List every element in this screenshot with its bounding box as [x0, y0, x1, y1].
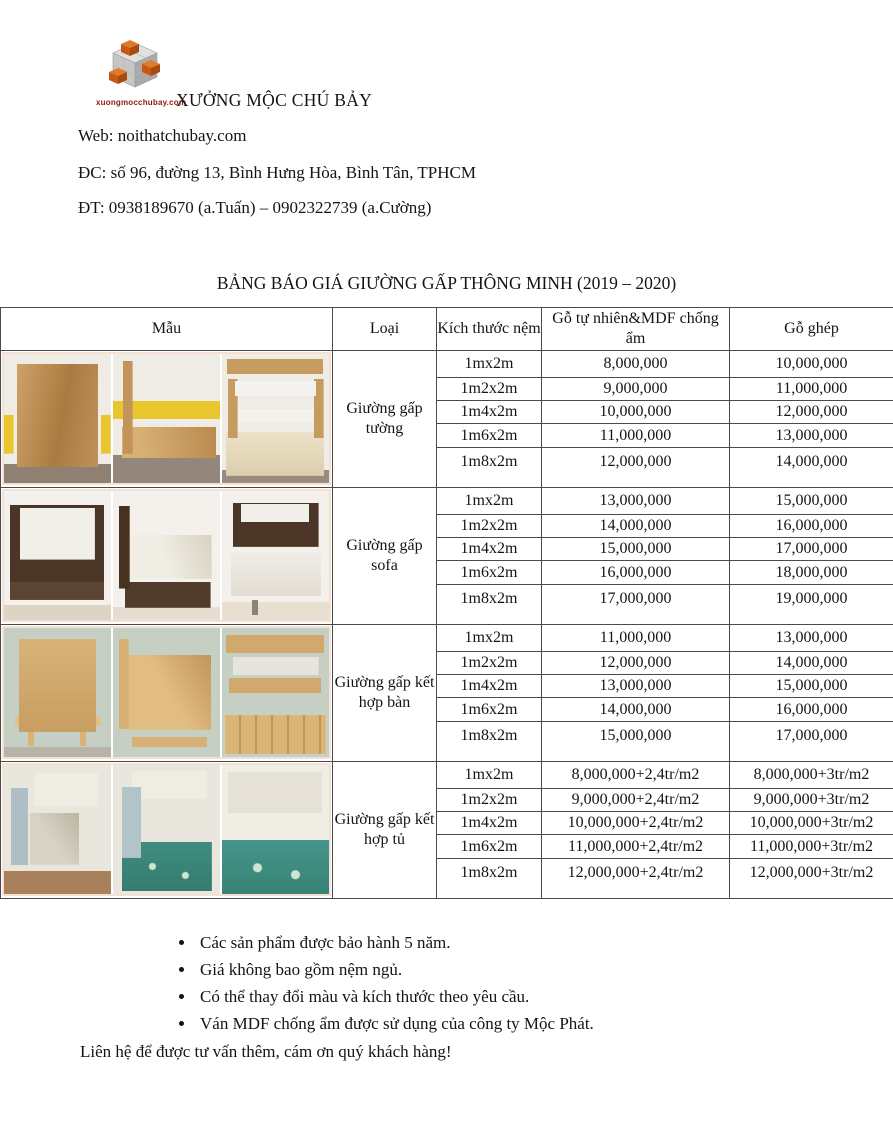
photo-cell-giuong-gap-ket-hop-tu	[1, 762, 333, 899]
price-natural-cell: 10,000,000+2,4tr/m2	[542, 812, 730, 835]
col-header-kich-thuoc: Kích thước nệm	[437, 308, 542, 351]
size-cell: 1mx2m	[437, 625, 542, 652]
photo-giuong-gap-ban-open	[222, 628, 329, 757]
price-natural-cell: 12,000,000	[542, 652, 730, 675]
size-cell: 1m4x2m	[437, 812, 542, 835]
price-natural-cell: 9,000,000	[542, 378, 730, 401]
price-natural-cell: 14,000,000	[542, 698, 730, 722]
price-ghep-cell: 16,000,000	[730, 515, 893, 538]
photo-cell-giuong-gap-sofa	[1, 488, 333, 625]
price-ghep-cell: 13,000,000	[730, 625, 893, 652]
size-cell: 1m8x2m	[437, 585, 542, 625]
price-ghep-cell: 8,000,000+3tr/m2	[730, 762, 893, 789]
price-ghep-cell: 18,000,000	[730, 561, 893, 585]
size-cell: 1mx2m	[437, 488, 542, 515]
photo-strip	[2, 763, 331, 896]
price-ghep-cell: 14,000,000	[730, 652, 893, 675]
size-cell: 1m6x2m	[437, 424, 542, 448]
price-natural-cell: 16,000,000	[542, 561, 730, 585]
type-label: Giường gấp sofa	[333, 488, 437, 625]
page-title: BẢNG BÁO GIÁ GIƯỜNG GẤP THÔNG MINH (2019 – 2020)	[216, 273, 677, 293]
price-natural-cell: 11,000,000	[542, 625, 730, 652]
price-ghep-cell: 10,000,000	[730, 351, 893, 378]
photo-giuong-gap-tuong-open	[222, 354, 329, 483]
size-cell: 1mx2m	[437, 351, 542, 378]
size-cell: 1m2x2m	[437, 652, 542, 675]
size-cell: 1m2x2m	[437, 789, 542, 812]
logo-domain-text: xuongmocchubay.com	[96, 98, 187, 107]
price-natural-cell: 9,000,000+2,4tr/m2	[542, 789, 730, 812]
size-cell: 1m4x2m	[437, 401, 542, 424]
type-label: Giường gấp kết hợp tủ	[333, 762, 437, 899]
photo-strip	[2, 489, 331, 622]
size-cell: 1m8x2m	[437, 448, 542, 488]
price-ghep-cell: 13,000,000	[730, 424, 893, 448]
price-natural-cell: 12,000,000+2,4tr/m2	[542, 859, 730, 899]
photo-giuong-gap-sofa-folding	[113, 491, 220, 620]
col-header-loai: Loại	[333, 308, 437, 351]
size-cell: 1m6x2m	[437, 561, 542, 585]
col-header-mau: Mẫu	[1, 308, 333, 351]
price-natural-cell: 13,000,000	[542, 488, 730, 515]
note-item: • Ván MDF chống ẩm được sử dụng của công ty Mộc Phát.	[196, 1010, 594, 1037]
photo-giuong-gap-sofa-open	[222, 491, 329, 620]
company-logo	[96, 40, 187, 107]
price-natural-cell: 15,000,000	[542, 722, 730, 762]
photo-giuong-gap-ban-closed	[4, 628, 111, 757]
price-ghep-cell: 10,000,000+3tr/m2	[730, 812, 893, 835]
note-item: • Có thể thay đổi màu và kích thước theo yêu cầu.	[196, 983, 594, 1010]
table-header-row	[1, 308, 893, 351]
price-ghep-cell: 15,000,000	[730, 488, 893, 515]
table-row	[1, 762, 893, 789]
price-table	[0, 307, 893, 899]
photo-giuong-gap-tuong-closed	[4, 354, 111, 483]
size-cell: 1m2x2m	[437, 515, 542, 538]
price-natural-cell: 11,000,000	[542, 424, 730, 448]
price-natural-cell: 14,000,000	[542, 515, 730, 538]
photo-strip	[2, 626, 331, 759]
notes-list	[172, 929, 594, 1037]
photo-giuong-gap-ban-folding	[113, 628, 220, 757]
size-cell: 1m2x2m	[437, 378, 542, 401]
price-ghep-cell: 11,000,000	[730, 378, 893, 401]
photo-giuong-gap-tu-closeup	[222, 765, 329, 894]
price-ghep-cell: 11,000,000+3tr/m2	[730, 835, 893, 859]
wood-blocks-cube-icon	[105, 79, 165, 96]
closing-line: Liên hệ để được tư vấn thêm, cám ơn quý khách hàng!	[80, 1042, 452, 1061]
size-cell: 1m6x2m	[437, 835, 542, 859]
photo-giuong-gap-tuong-folding	[113, 354, 220, 483]
address-line: ĐC: số 96, đường 13, Bình Hưng Hòa, Bình Tân, TPHCM	[78, 163, 476, 182]
size-cell: 1m4x2m	[437, 675, 542, 698]
col-header-go-ghep: Gỗ ghép	[730, 308, 893, 351]
photo-strip	[2, 352, 331, 485]
price-natural-cell: 15,000,000	[542, 538, 730, 561]
type-label: Giường gấp tường	[333, 351, 437, 488]
photo-giuong-gap-sofa-closed	[4, 491, 111, 620]
price-natural-cell: 8,000,000+2,4tr/m2	[542, 762, 730, 789]
price-ghep-cell: 17,000,000	[730, 538, 893, 561]
price-natural-cell: 11,000,000+2,4tr/m2	[542, 835, 730, 859]
col-header-go-tu-nhien: Gỗ tự nhiên&MDF chống ẩm	[542, 308, 730, 351]
size-cell: 1m8x2m	[437, 722, 542, 762]
price-ghep-cell: 17,000,000	[730, 722, 893, 762]
price-ghep-cell: 9,000,000+3tr/m2	[730, 789, 893, 812]
size-cell: 1m8x2m	[437, 859, 542, 899]
website-line: Web: noithatchubay.com	[78, 126, 247, 145]
size-cell: 1m6x2m	[437, 698, 542, 722]
note-item: • Các sản phẩm được bảo hành 5 năm.	[196, 929, 594, 956]
size-cell: 1m4x2m	[437, 538, 542, 561]
size-cell: 1mx2m	[437, 762, 542, 789]
photo-giuong-gap-tu-room	[4, 765, 111, 894]
photo-cell-giuong-gap-ket-hop-ban	[1, 625, 333, 762]
price-ghep-cell: 19,000,000	[730, 585, 893, 625]
note-item: • Giá không bao gồm nệm ngủ.	[196, 956, 594, 983]
table-row	[1, 488, 893, 515]
table-row	[1, 351, 893, 378]
price-natural-cell: 17,000,000	[542, 585, 730, 625]
photo-cell-giuong-gap-tuong	[1, 351, 333, 488]
price-ghep-cell: 15,000,000	[730, 675, 893, 698]
price-ghep-cell: 12,000,000	[730, 401, 893, 424]
price-ghep-cell: 12,000,000+3tr/m2	[730, 859, 893, 899]
price-natural-cell: 10,000,000	[542, 401, 730, 424]
price-natural-cell: 8,000,000	[542, 351, 730, 378]
price-ghep-cell: 14,000,000	[730, 448, 893, 488]
type-label: Giường gấp kết hợp bàn	[333, 625, 437, 762]
price-natural-cell: 13,000,000	[542, 675, 730, 698]
photo-giuong-gap-tu-open	[113, 765, 220, 894]
price-ghep-cell: 16,000,000	[730, 698, 893, 722]
company-name: XƯỞNG MỘC CHÚ BẢY	[176, 90, 373, 110]
table-row	[1, 625, 893, 652]
phone-line: ĐT: 0938189670 (a.Tuấn) – 0902322739 (a.Cường)	[78, 198, 432, 217]
price-natural-cell: 12,000,000	[542, 448, 730, 488]
